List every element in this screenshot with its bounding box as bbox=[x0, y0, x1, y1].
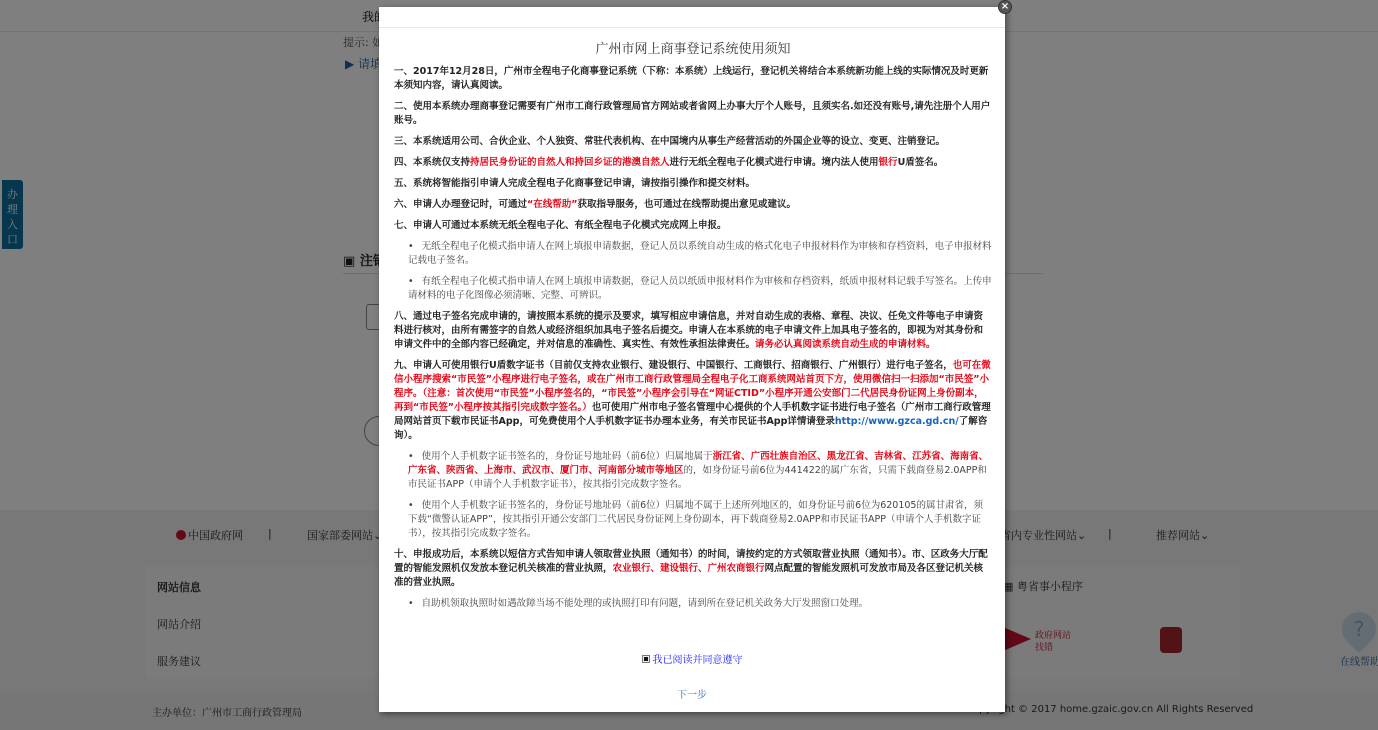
highlight-text: 持居民身份证的自然人和持回乡证的港澳自然人 bbox=[470, 157, 670, 168]
notice-item-1: 一、2017年12月28日，广州市全程电子化商事登记系统（下称：本系统）上线运行，登记机关将结合本系统新功能上线的实际情况及时更新本须知内容，请认真阅读。 bbox=[394, 66, 989, 91]
notice-item-4 bbox=[394, 156, 992, 170]
text: 获取指导服务，也可通过在线帮助提出意见或建议。 bbox=[577, 199, 797, 210]
notice-item-2: 二、使用本系统办理商事登记需要有广州市工商行政管理局官方网站或者省网上办事大厅个人账号，且须实名.如还没有账号,请先注册个人用户账号。 bbox=[394, 101, 991, 126]
agree-label[interactable]: 我已阅读并同意遵守 bbox=[652, 655, 743, 666]
text: 进行无纸全程电子化模式进行申请。境内法人使用 bbox=[669, 157, 879, 168]
highlight-text: 农业银行、建设银行、广州农商银行 bbox=[612, 563, 765, 574]
text: 四、本系统仅支持 bbox=[394, 157, 471, 168]
text: 使用个人手机数字证书签名的，身份证号地址码（前6位）归属地属于 bbox=[421, 451, 713, 462]
notice-modal bbox=[379, 7, 1005, 712]
highlight-text: 也可在微信小程序搜索“市民签”小程序进行电子签名，或在广州市工商行政管理局全程电子化工商系统网站首页下方，使用微信扫一扫添加“市民签”小程序。（注意：首次使用“市民签”小程序签名的，“市民签”小程序会引导在“网证CTID”小程序开通公安部门二代居民身份证网上身份副本，再到“市民签”小程序按其指引完成数字签名。） bbox=[394, 360, 991, 413]
agree-checkbox[interactable] bbox=[642, 655, 650, 663]
notice-item-7: 七、申请人可通过本系统无纸全程电子化、有纸全程电子化模式完成网上申报。 bbox=[394, 220, 727, 231]
notice-item-8 bbox=[394, 310, 992, 352]
notice-item-3: 三、本系统适用公司、合伙企业、个人独资、常驻代表机构、在中国境内从事生产经营活动的外国企业等的设立、变更、注销登记。 bbox=[394, 136, 946, 147]
modal-title: 广州市网上商事登记系统使用须知 bbox=[595, 42, 791, 57]
modal-body[interactable] bbox=[394, 38, 992, 618]
notice-subitem: • 使用个人手机数字证书签名的，身份证号地址码（前6位）归属地不属于上述所列地区的，如身份证号前6位为620105的属甘肃省，须下载“微警认证APP”，按其指引开通公安部门二代居民身份证网上身份副本，再下载商登易2.0APP和市民证书APP（申请个人手机数字证书），按其指引完成数字签名。 bbox=[408, 499, 992, 541]
highlight-text: 银行 bbox=[878, 157, 898, 168]
text: 十、申报成功后，本系统以短信方式告知申请人领取营业执照（通知书）的时间，请按约定的方式领取营业执照（通知书）。市、区政务大厅配置的智能发照机仅发放本登记机关核准的营业执照， bbox=[394, 549, 988, 574]
online-help-link[interactable]: “在线帮助” bbox=[527, 199, 578, 210]
notice-item-6 bbox=[394, 198, 992, 212]
text: 也可使用广州市电子签名管理中心提供的个人手机数字证书进行电子签名（广州市工商行政管理局网站首页下载市民证书App，可免费使用个人手机数字证书办理本业务，有关市民证书App详情请登录 bbox=[394, 402, 991, 427]
text: U盾签名。 bbox=[897, 157, 944, 168]
text: 六、申请人办理登记时，可通过 bbox=[394, 199, 528, 210]
modal-header bbox=[379, 7, 1005, 28]
highlight-text: 请务必认真阅读系统自动生成的申请材料。 bbox=[755, 339, 936, 350]
notice-subitem: • 无纸全程电子化模式指申请人在网上填报申请数据，登记人员以系统自动生成的格式化电子申报材料作为审核和存档资料，电子申报材料记载电子签名。 bbox=[408, 240, 992, 268]
notice-subitem: • 自助机领取执照时如遇故障当场不能处理的或执照打印有问题，请到所在登记机关政务大厅发照窗口处理。 bbox=[408, 597, 992, 611]
text: 九、申请人可使用银行U盾数字证书（目前仅支持农业银行、建设银行、中国银行、工商银行、招商银行、广州银行）进行电子签名， bbox=[394, 360, 953, 371]
notice-item-9 bbox=[394, 359, 992, 443]
agree-checkbox-row[interactable] bbox=[379, 651, 1005, 666]
notice-subitem: • 有纸全程电子化模式指申请人在网上填报申请数据，登记人员以纸质申报材料作为审核和存档资料，纸质申报材料记载手写签名。上传申请材料的电子化图像必须清晰、完整、可辨识。 bbox=[408, 275, 992, 303]
notice-item-10 bbox=[394, 548, 992, 590]
highlight-text: 浙江省、广西壮族自治区、黑龙江省、吉林省、江苏省、海南省、广东省、陕西省、上海市、武汉市、厦门市、河南部分城市等地区 bbox=[408, 451, 989, 476]
notice-subitem bbox=[408, 450, 992, 492]
close-icon[interactable]: × bbox=[998, 0, 1012, 14]
next-step-button[interactable]: 下一步 bbox=[677, 690, 707, 701]
notice-item-5: 五、系统将智能指引申请人完成全程电子化商事登记申请，请按指引操作和提交材料。 bbox=[394, 178, 756, 189]
text: 的，如身份证号前6位为441422的属广东省，只需下载商登易2.0APP和市民证书APP（申请个人手机数字证书），按其指引完成数字签名。 bbox=[408, 465, 987, 490]
text: 网点配置的智能发照机可发放市局及各区登记机关核准的营业执照。 bbox=[394, 563, 984, 588]
text: 了解咨询）。 bbox=[394, 416, 988, 441]
text: 八、通过电子签名完成申请的，请按照本系统的提示及要求，填写相应申请信息，并对自动生成的表格、章程、决议、任免文件等电子申请资料进行核对，由所有需签字的自然人或经济组织加具电子签名后提交。申请人在本系统的电子申请文件上加具电子签名的，即视为对其身份和申请文件中的全部内容已经确定，并对信息的准确性、真实性、有效性承担法律责任。 bbox=[394, 311, 984, 350]
gzca-link[interactable]: http://www.gzca.gd.cn/ bbox=[834, 416, 959, 427]
